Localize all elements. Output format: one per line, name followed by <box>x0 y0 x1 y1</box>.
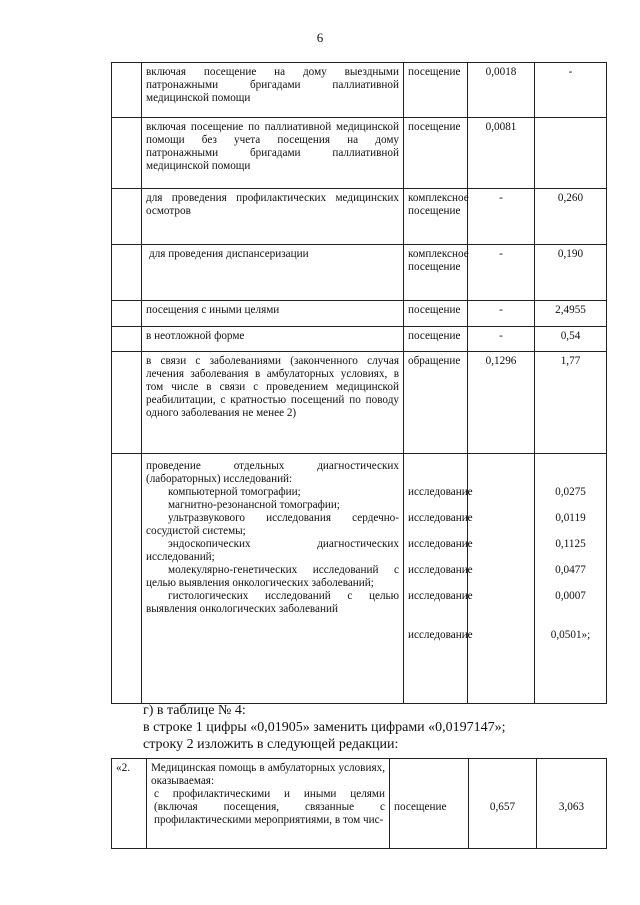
row-unit: посещение <box>404 63 468 118</box>
row-name: в связи с заболеваниями (законченного случая лечения заболевания в амбулаторных условиях, в том числе в связи с проведением медицинской реабилитации, с кратностью посещений по поводу одного заболевания не менее 2) <box>142 352 404 454</box>
row-value-1: 0,1296 <box>468 352 535 454</box>
diagnostics-title: проведение отдельных диагностических (лабораторных) исследований: <box>146 460 399 485</box>
row-value-1: - <box>468 327 535 352</box>
table-4-row-2 <box>111 758 607 849</box>
table-row <box>112 118 607 189</box>
row-unit: посещение <box>404 301 468 327</box>
diag-item-value: 0,0477 <box>555 564 586 576</box>
row-value-2: 0,190 <box>535 245 607 301</box>
row-value-2: - <box>535 63 607 118</box>
diag-item-value: 0,0119 <box>555 512 586 524</box>
row-name: в неотложной форме <box>142 327 404 352</box>
row-unit: посещение <box>390 759 469 849</box>
diag-item-name: гистологических исследований с целью выявления онкологических заболеваний <box>146 590 399 615</box>
row-unit: обращение <box>404 352 468 454</box>
row-value-2 <box>535 118 607 189</box>
diag-item-value: 0,1125 <box>555 538 586 550</box>
row-subtitle: с профилактическими и иными целями (включая посещения, связанные с профилактическими мероприятиями, в том чис- <box>154 788 385 826</box>
row-title: Медицинская помощь в амбулаторных условиях, оказываемая: <box>151 762 385 787</box>
diagnostics-list <box>142 454 404 704</box>
row-value-1: 0,657 <box>469 759 537 849</box>
row-name: включая посещение на дому выездными патронажными бригадами паллиативной медицинской помощи <box>142 63 404 118</box>
diag-item-value: 0,0007 <box>555 590 586 602</box>
row-unit: посещение <box>404 118 468 189</box>
row-value-2: 3,063 <box>537 759 607 849</box>
table-row <box>112 63 607 118</box>
diagnostics-values <box>535 454 607 704</box>
table-row <box>112 301 607 327</box>
diag-item-name: магнитно-резонансной томографии; <box>168 499 340 511</box>
diag-item-unit: исследование <box>408 486 473 498</box>
row-name: для проведения диспансеризации <box>142 245 404 301</box>
row-name: включая посещение по паллиативной медицинской помощи без учета посещения на дому патронажными бригадами паллиативной медицинской помощи <box>142 118 404 189</box>
row-value-1: 0,0081 <box>468 118 535 189</box>
row-value-2: 2,4955 <box>535 301 607 327</box>
page-number: 6 <box>316 30 324 45</box>
diag-item-name: компьютерной томографии; <box>168 486 301 498</box>
diag-item-unit: исследование <box>408 629 473 641</box>
row-unit: комплексное посещение <box>404 189 468 245</box>
diag-item-name: эндоскопических диагностических исследований; <box>146 538 399 563</box>
table-row <box>112 245 607 301</box>
diag-item-value: 0,0501»; <box>550 629 591 641</box>
amendment-line-1: г) в таблице № 4: <box>143 703 246 718</box>
row-value-1: - <box>468 301 535 327</box>
table-row <box>112 352 607 454</box>
row-unit: комплексное посещение <box>404 245 468 301</box>
table-row-diagnostics <box>112 454 607 704</box>
diag-item-unit: исследование <box>408 590 473 602</box>
norms-table <box>111 62 607 704</box>
diag-item-value: 0,0275 <box>555 486 586 498</box>
diag-item-name: молекулярно-генетических исследований с целью выявления онкологических заболеваний; <box>146 564 399 589</box>
diag-item-unit: исследование <box>408 564 473 576</box>
row-description <box>147 759 390 849</box>
row-value-2: 0,54 <box>535 327 607 352</box>
row-value-1: 0,0018 <box>468 63 535 118</box>
row-name: посещения с иными целями <box>142 301 404 327</box>
diag-item-unit: исследование <box>408 538 473 550</box>
row-value-1: - <box>468 189 535 245</box>
table-row <box>112 327 607 352</box>
diag-item-name: ультразвукового исследования сердечно-сосудистой системы; <box>146 512 399 537</box>
diagnostics-units <box>404 454 473 704</box>
amendment-line-2: в строке 1 цифры «0,01905» заменить цифрами «0,0197147»; <box>143 720 506 735</box>
row-unit: посещение <box>404 327 468 352</box>
diag-item-unit: исследование <box>408 512 473 524</box>
row-name: для проведения профилактических медицинских осмотров <box>142 189 404 245</box>
row-value-2: 0,260 <box>535 189 607 245</box>
amendment-line-3: строку 2 изложить в следующей редакции: <box>143 737 399 752</box>
table-row <box>112 189 607 245</box>
row-value-2: 1,77 <box>535 352 607 454</box>
row-value-1: - <box>468 245 535 301</box>
row-number: «2. <box>112 759 147 849</box>
table-row <box>112 759 607 849</box>
